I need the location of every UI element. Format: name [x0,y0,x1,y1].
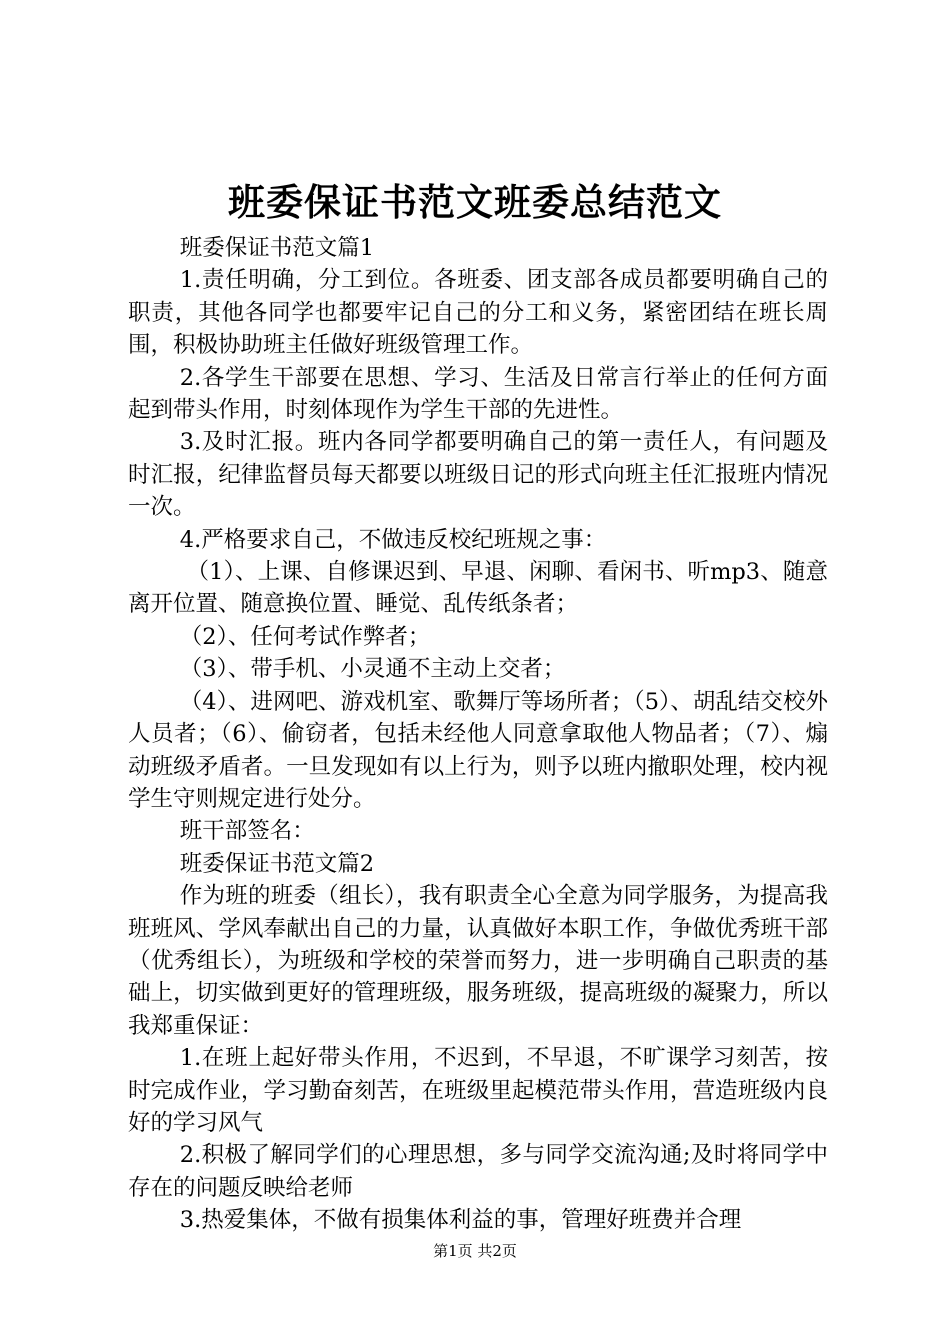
intro-paragraph: 作为班的班委（组长），我有职责全心全意为同学服务，为提高我班班风、学风奉献出自己的力量，认真做好本职工作，争做优秀班干部（优秀组长），为班级和学校的荣誉而努力，进一步明确自己职责的基础上，切实做到更好的管理班级，服务班级，提高班级的凝聚力，所以我郑重保证： [128,883,828,1039]
paragraph-item-4: 4.严格要求自己，不做违反校纪班规之事： [179,526,607,553]
document-body [128,232,828,1237]
pledge-item-1: 1.在班上起好带头作用，不迟到，不早退，不旷课学习刻苦，按时完成作业，学习勤奋刻苦，在班级里起模范带头作用，营造班级内良好的学习风气 [128,1045,828,1136]
document-title: 班委保证书范文班委总结范文 [228,180,722,224]
sub-item-3: （3）、带手机、小灵通不主动上交者； [179,656,566,683]
section-heading-2: 班委保证书范文篇2 [179,850,375,877]
sub-item-2: （2）、任何考试作弊者； [179,623,431,650]
signature-line: 班干部签名： [179,818,315,845]
section-heading-1: 班委保证书范文篇1 [179,235,375,261]
paragraph-item-3: 3.及时汇报。班内各同学都要明确自己的第一责任人，有问题及时汇报，纪律监督员每天都要以班级日记的形式向班主任汇报班内情况一次。 [128,429,828,521]
sub-item-1: （1）、上课、自修课迟到、早退、闲聊、看闲书、听mp3、随意离开位置、随意换位置、睡觉、乱传纸条者； [128,559,828,618]
paragraph-item-1: 1.责任明确，分工到位。各班委、团支部各成员都要明确自己的职责，其他各同学也都要牢记自己的分工和义务，紧密团结在班长周围，积极协助班主任做好班级管理工作。 [128,267,828,359]
page-number: 第1页 共2页 [433,1242,517,1260]
pledge-item-3: 3.热爱集体，不做有损集体利益的事，管理好班费并合理 [179,1207,742,1234]
sub-item-4: （4）、进网吧、游戏机室、歌舞厅等场所者；（5）、胡乱结交校外人员者；（6）、偷窃者，包括未经他人同意拿取他人物品者；（7）、煽动班级矛盾者。一旦发现如有以上行为，则予以班内撤职处理，校内视学生守则规定进行处分。 [128,688,828,812]
pledge-item-2: 2.积极了解同学们的心理思想，多与同学交流沟通;及时将同学中存在的问题反映给老师 [128,1142,828,1201]
paragraph-item-2: 2.各学生干部要在思想、学习、生活及日常言行举止的任何方面起到带头作用，时刻体现作为学生干部的先进性。 [128,364,828,424]
